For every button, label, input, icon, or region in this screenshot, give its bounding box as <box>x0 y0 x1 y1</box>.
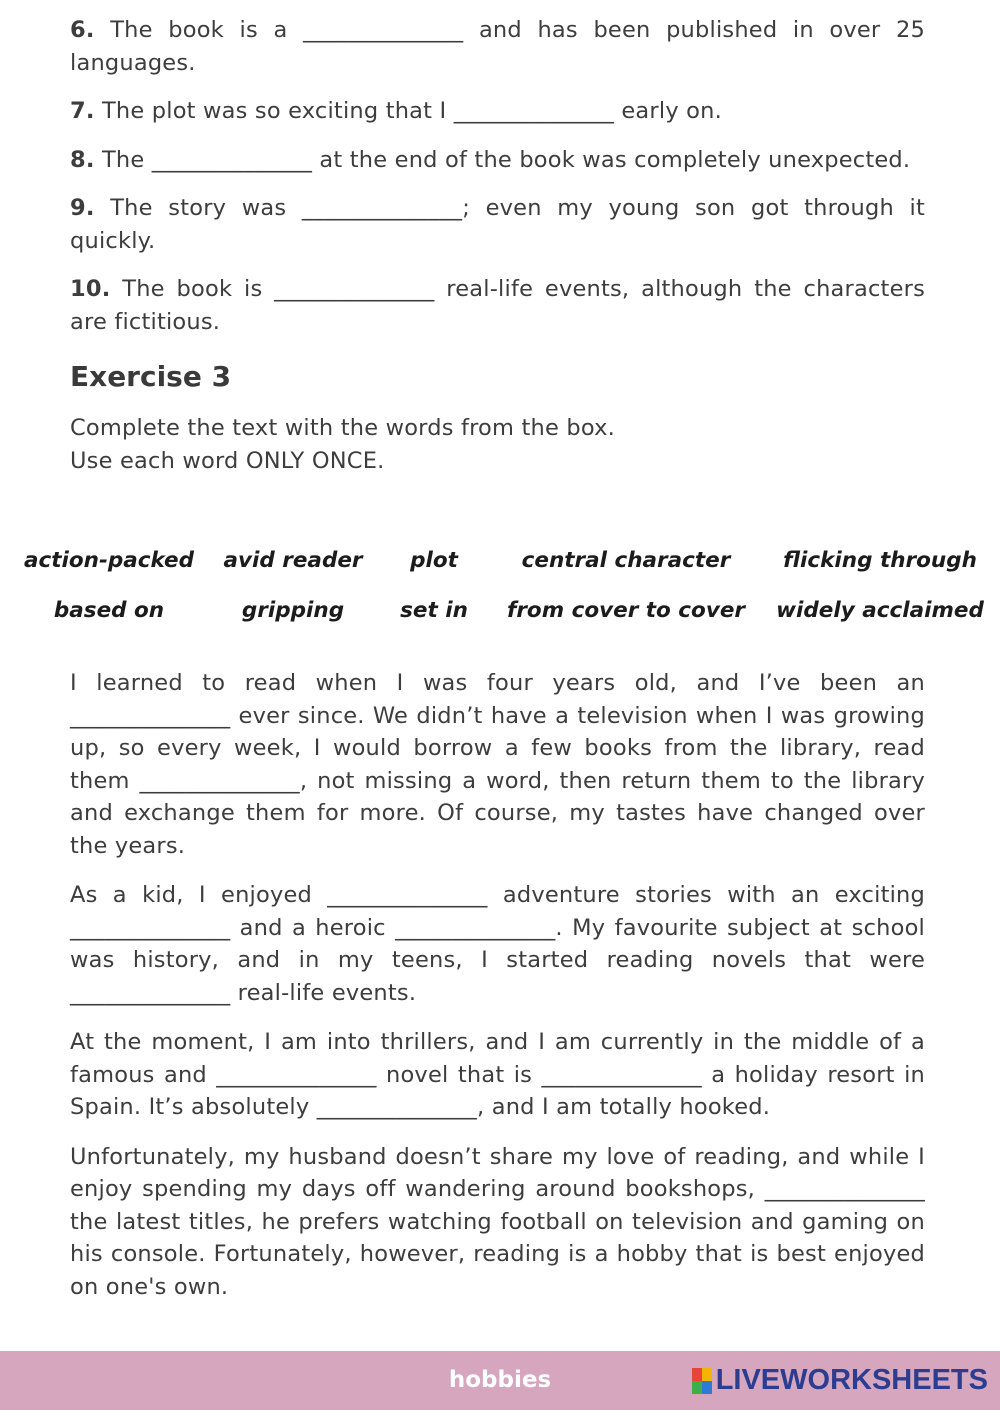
passage-paragraph-4: Unfortunately, my husband doesn’t share my love of reading, and while I enjoy spending my days off wandering around bookshops, ______________ the latest titles, he prefers watching football on television and gaming on his console. Fortunately, however, reading is a hobby that is best enjoyed on one's own. <box>70 1143 925 1300</box>
exercise-2-continued <box>70 14 925 477</box>
word-plot: plot <box>410 548 458 573</box>
reading-passage <box>70 667 925 1320</box>
question-number: 6. <box>70 17 95 43</box>
word-based-on: based on <box>53 598 165 623</box>
exercise-instructions <box>70 412 925 477</box>
question-9 <box>70 192 925 257</box>
word-from-cover-to-cover: from cover to cover <box>506 598 746 623</box>
question-number: 9. <box>70 195 95 221</box>
question-text: The story was ______________; even my young son got through it quickly. <box>70 195 925 254</box>
instruction-line-2: Use each word ONLY ONCE. <box>70 447 385 474</box>
instruction-line-1: Complete the text with the words from the box. <box>70 415 615 441</box>
word-avid-reader: avid reader <box>223 548 363 573</box>
word-central-character: central character <box>521 548 731 573</box>
question-10 <box>70 273 925 338</box>
question-number: 8. <box>70 146 95 173</box>
logo-square <box>702 1368 712 1381</box>
question-7 <box>70 95 925 128</box>
question-text: The book is ______________ real-life events, although the characters are fictitious. <box>70 276 925 335</box>
logo-square <box>692 1381 702 1394</box>
passage-paragraph-1: I learned to read when I was four years old, and I’ve been an ______________ ever since. We didn’t have a television when I was growing up, so every week, I would borrow a few books from the library, read them ______________, not missing a word, then return them to the library and exchange them for more. Of course, my tastes have changed over the years. <box>70 670 925 859</box>
question-number: 10. <box>70 276 111 302</box>
brand-name: LIVEWORKSHEETS <box>715 1364 988 1396</box>
question-text: The book is a ______________ and has been published in over 25 languages. <box>70 17 926 76</box>
word-flicking-through: flicking through <box>783 548 977 573</box>
footer-bar <box>0 1351 1000 1410</box>
question-6 <box>70 14 925 79</box>
footer-title: hobbies <box>448 1367 552 1393</box>
word-box <box>0 540 1000 640</box>
question-text: The plot was so exciting that I ______________ early on. <box>101 98 722 124</box>
word-gripping: gripping <box>241 598 345 623</box>
question-8 <box>70 144 925 177</box>
word-widely-acclaimed: widely acclaimed <box>776 598 984 623</box>
word-action-packed: action-packed <box>23 548 195 573</box>
word-set-in: set in <box>400 598 468 623</box>
exercise-3-title: Exercise 3 <box>70 360 232 393</box>
logo-square <box>702 1381 712 1394</box>
passage-paragraph-3: At the moment, I am into thrillers, and I am currently in the middle of a famous and ______________ novel that is ______________ a holiday resort in Spain. It’s absolutely ______________, and I am totally hooked. <box>70 1029 925 1120</box>
question-number: 7. <box>70 98 95 124</box>
question-text: The ______________ at the end of the book was completely unexpected. <box>101 146 911 173</box>
liveworksheets-brand[interactable] <box>692 1364 988 1397</box>
passage-paragraph-2: As a kid, I enjoyed ______________ adventure stories with an exciting ______________ and a heroic ______________. My favourite subject at school was history, and in my teens, I started reading novels that were ______________ real-life events. <box>70 882 925 1006</box>
logo-square <box>692 1368 702 1381</box>
liveworksheets-logo-icon <box>692 1368 712 1394</box>
